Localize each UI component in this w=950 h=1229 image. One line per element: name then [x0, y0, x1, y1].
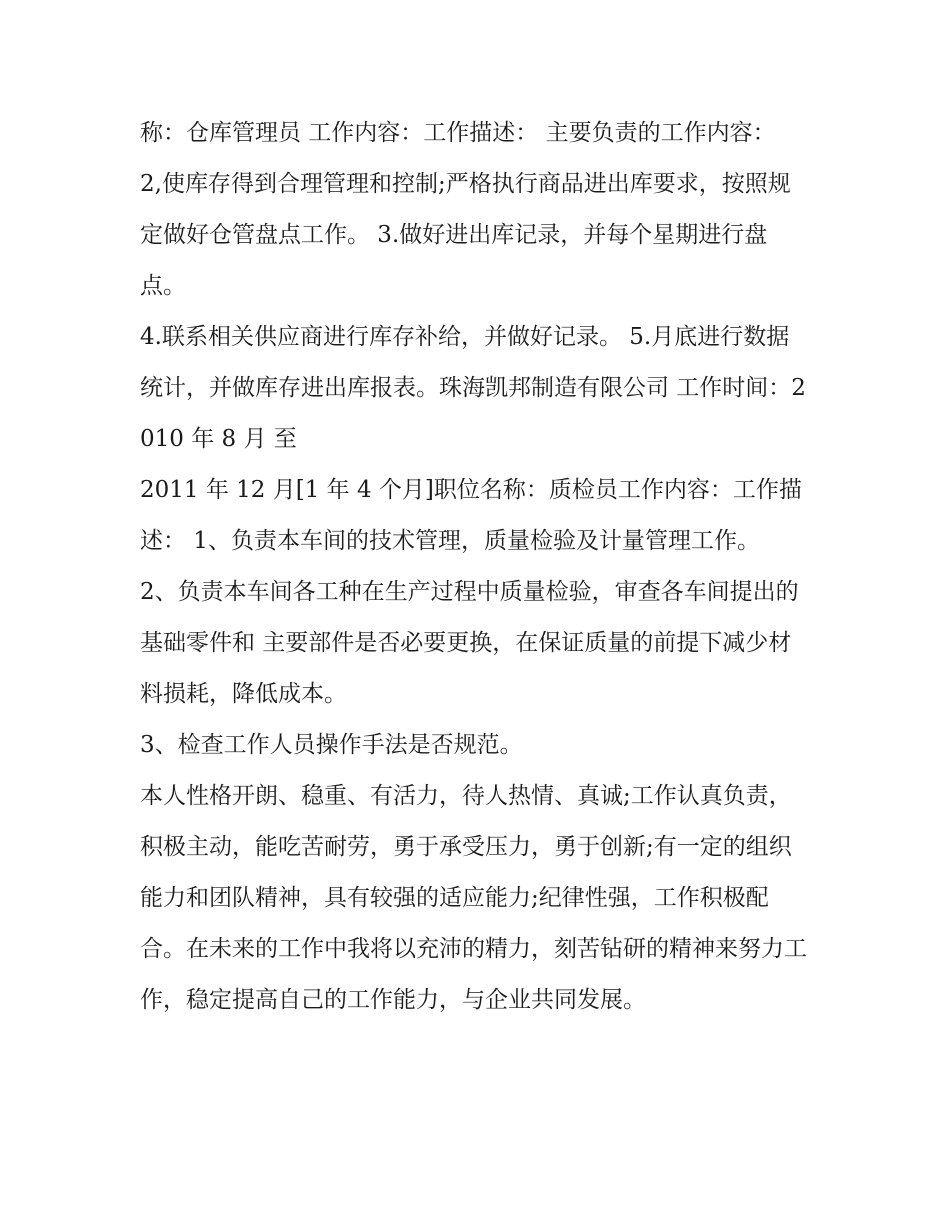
- paragraph-duty-2-3: 2,使库存得到合理管理和控制;严格执行商品进出库要求，按照规定做好仓管盘点工作。 3.做好进出库记录，并每个星期进行盘点。: [140, 171, 791, 299]
- paragraph-job-title: 称：仓库管理员 工作内容：工作描述： 主要负责的工作内容：: [140, 120, 776, 146]
- document-body: [140, 108, 812, 1026]
- paragraph-qc-job: 2011 年 12 月[1 年 4 个月]职位名称：质检员工作内容：工作描述： 1、负责本车间的技术管理，质量检验及计量管理工作。: [140, 477, 802, 554]
- paragraph-duty-4-5: 4.联系相关供应商进行库存补给，并做好记录。 5.月底进行数据统计，并做库存进出库报表。珠海凯邦制造有限公司 工作时间：2010 年 8 月 至: [140, 324, 806, 452]
- paragraph-self-evaluation: 本人性格开朗、稳重、有活力，待人热情、真诚;工作认真负责，积极主动，能吃苦耐劳，勇于承受压力，勇于创新;有一定的组织能力和团队精神，具有较强的适应能力;纪律性强，工作积极配合。在未来的工作中我将以充沛的精力，刻苦钻研的精神来努力工作，稳定提高自己的工作能力，与企业共同发展。: [140, 783, 807, 1013]
- paragraph-qc-duty-3: 3、检查工作人员操作手法是否规范。: [140, 732, 523, 758]
- paragraph-qc-duty-2: 2、负责本车间各工种在生产过程中质量检验，审查各车间提出的基础零件和 主要部件是否必要更换，在保证质量的前提下减少材料损耗，降低成本。: [140, 579, 799, 707]
